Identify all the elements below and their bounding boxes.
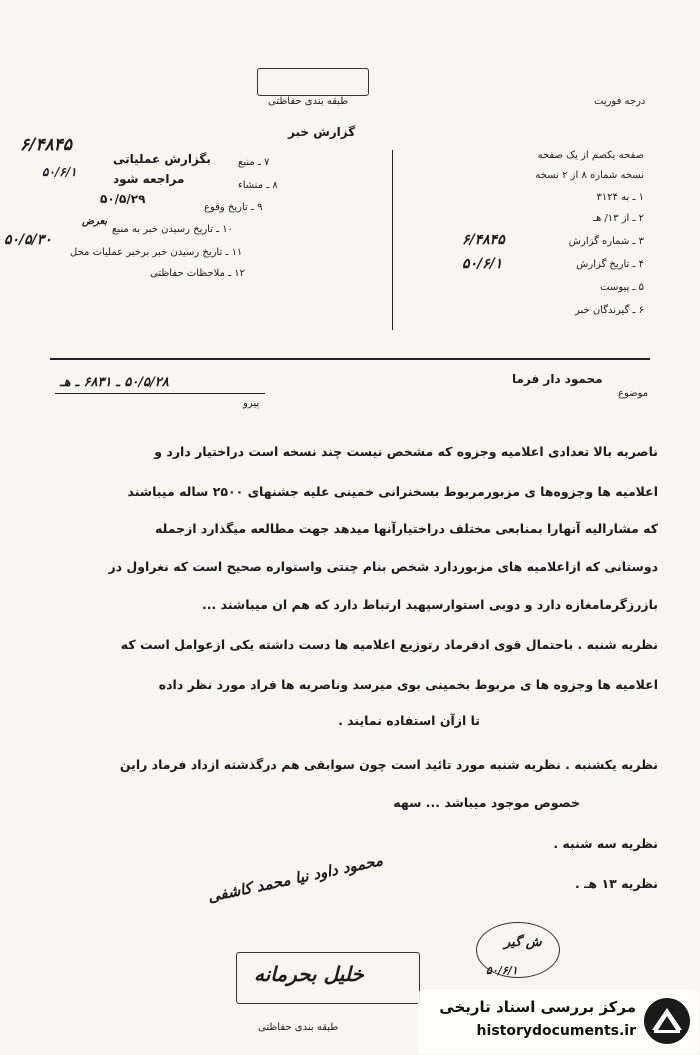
classification-box-top (257, 68, 369, 96)
field-8-label: ۸ ـ منشاء (238, 180, 278, 191)
body-line-11: نظریه سه شنبه . (553, 836, 658, 851)
page-info-page: صفحه یکصم از یک صفحه (537, 150, 644, 161)
field-11-label: ۱۱ ـ تاریخ رسیدن خبر برخبر عملیات محل (70, 247, 243, 258)
column-divider (392, 150, 393, 330)
field-7-label: ۷ ـ منبع (238, 157, 270, 168)
body-line-2: اعلامیه ها وجزوه‌ها ی مزبورمربوط بسخنرانی خمینی علیه جشنهای ۲۵۰۰ ساله میباشند (127, 484, 658, 499)
page-info-row2: ۲ ـ از ۱۳/ هـ (593, 213, 644, 224)
watermark-url: historydocuments.ir (476, 1023, 636, 1039)
page-info-row4-label: ۴ ـ تاریخ گزارش (576, 259, 644, 270)
body-line-6: نظریه شنبه . باحتمال قوی ادفرماد رتوزیع اعلامیه ها دست داشته یکی ازعوامل است که (120, 637, 658, 652)
body-line-5: بازرزگرمامغازه دارد و دوبی استوارسپهبد ارتباط دارد که هم ان میباشند ... (202, 597, 658, 612)
field-9-label: ۹ ـ تاریخ وقوع (204, 202, 263, 213)
stamp-date: ۵۰/۶/۱ (486, 964, 518, 977)
body-line-1: ناصربه بالا تعدادی اعلامیه وجزوه که مشخص نیست چند نسخه است دراختیار دارد و (154, 444, 658, 459)
page-info-row5: ۵ ـ پیوست (600, 282, 644, 293)
body-line-8: تا ازآن استفاده نمایند . (338, 713, 480, 728)
field-8-value: ۵۰/۶/۱ (42, 165, 77, 179)
signature-1: محمود داود نیا محمد کاشفی (206, 851, 385, 906)
watermark-title: مرکز بررسی اسناد تاریخی (439, 998, 636, 1016)
body-line-7: اعلامیه ها وجزوه ها ی مربوط بخمینی بوی میرسد وناصربه ها فراد مورد نظر داده (158, 677, 658, 692)
field-7-value: بگزارش عملیاتی (113, 152, 211, 166)
header-separator (50, 358, 650, 360)
subject-ref-number: ۵۰/۵/۲۸ ـ ۶۸۳۱ ـ هـ (60, 375, 169, 390)
page-info-row3-label: ۳ ـ شماره گزارش (568, 236, 644, 247)
body-line-10: خصوص موجود میباشد ... سهه (393, 795, 580, 810)
body-line-12: نظریه ۱۳ هـ . (575, 876, 658, 891)
classification-top: طبقه بندی حفاظتی (268, 96, 349, 107)
page-info-copy: نسخه شماره ۸ از ۲ نسخه (535, 170, 644, 181)
field-7-note: مراجعه شود (113, 172, 185, 186)
page-info-row6: ۶ ـ گیرندگان خبر (574, 305, 644, 316)
priority-label: درجه فوریت (594, 96, 646, 107)
field-9-value: ۵۰/۵/۲۹ (100, 192, 146, 206)
field-10-value: بعرض (82, 216, 108, 227)
field-11-value: ۵۰/۵/۳۰ (4, 232, 52, 248)
page-info-row1: ۱ ـ به ۳۱۲۴ (596, 192, 644, 203)
signature-2: خلیل بحرمانه (254, 962, 364, 986)
body-line-4: دوستانی که ازاعلامیه های مزبوردارد شخص بنام چنتی واستواره صحیح است که نغراول در (108, 559, 658, 574)
page-info-row3-value: ۶/۴۸۴۵ (462, 232, 505, 248)
subject-ref-sign: پیرو (243, 398, 260, 409)
stamp-small: ش گیر (504, 935, 542, 950)
subject-underline (55, 393, 265, 394)
field-12-label: ۱۲ ـ ملاحظات حفاظتی (150, 268, 245, 279)
top-number: ۶/۴۸۴۵ (20, 135, 72, 155)
report-title: گزارش خبر (288, 125, 356, 139)
subject-label: موضوع (618, 388, 649, 399)
page-info-row4-value: ۵۰/۶/۱ (462, 256, 503, 272)
classification-bottom: طبقه بندی حفاظتی (258, 1022, 339, 1033)
subject-value: محمود دار فرما (512, 372, 603, 386)
watermark (418, 990, 698, 1054)
field-10-label: ۱۰ ـ تاریخ رسیدن خبر به منبع (112, 224, 234, 235)
body-line-3: که مشارالیه آنهارا بمنابعی مختلف دراختیارآنها میدهد جهت مطالعه میگذارد ازجمله (155, 521, 658, 536)
body-line-9: نظریه یکشنبه . نظریه شنبه مورد تائید است چون سوابقی هم درگذشته ازداد فرماد راین (119, 757, 658, 772)
archive-logo-icon (642, 996, 692, 1046)
